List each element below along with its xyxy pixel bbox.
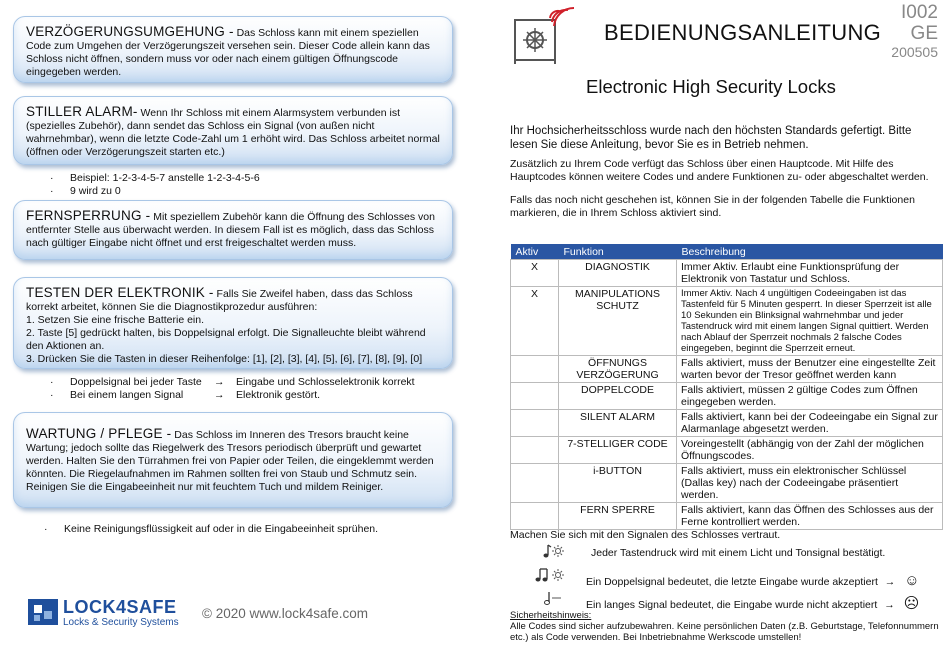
intro-paragraph-3: Falls das noch nicht geschehen ist, können Sie in der folgenden Tabelle die Funktionen markieren, die in Ihrem Schloss aktiviert sind. bbox=[510, 194, 915, 219]
safety-heading: Sicherheitshinweis: bbox=[510, 610, 592, 621]
table-cell: FERN SPERRE bbox=[559, 503, 677, 530]
signal-3-text: Ein langes Signal bedeutet, die Eingabe wurde nicht akzeptiert → ☹ bbox=[586, 595, 920, 612]
happy-face-icon: ☺ bbox=[904, 572, 920, 589]
step-3: 3. Drücken Sie die Tasten in dieser Reihenfolge: [1], [2], [3], [4], [5], [6], [7], [8], [9], [0] bbox=[26, 353, 423, 365]
logo-brand: LOCK4SAFE bbox=[63, 597, 177, 617]
single-beep-icon bbox=[542, 543, 564, 564]
safety-note bbox=[510, 610, 940, 643]
safety-text: Alle Codes sind sicher aufzubewahren. Keine persönlichen Daten (z.B. Geburtstage, Telefonnummern etc.) als Code verwenden. Bei Inbetriebnahme Werkscode umstellen! bbox=[510, 621, 939, 643]
arrow-right-icon: → bbox=[214, 389, 225, 401]
box-heading: TESTEN DER ELEKTRONIK - bbox=[26, 285, 214, 300]
table-cell: Voreingestellt (abhängig von der Zahl der möglichen Öffnungscodes. bbox=[677, 437, 943, 464]
bullet-list-signale bbox=[50, 376, 415, 402]
table-row bbox=[511, 356, 943, 383]
column-header: Beschreibung bbox=[677, 244, 943, 260]
step-1: 1. Setzen Sie eine frische Batterie ein. bbox=[26, 314, 205, 326]
table-row bbox=[511, 383, 943, 410]
list-item: · Bei einem langen Signal → Elektronik gestört. bbox=[50, 389, 321, 401]
table-cell bbox=[511, 503, 559, 530]
box-verzoegerungsumgehung bbox=[13, 16, 453, 83]
page-title: BEDIENUNGSANLEITUNG bbox=[604, 20, 882, 45]
signal-1-text: Jeder Tastendruck wird mit einem Licht und Tonsignal bestätigt. bbox=[591, 547, 886, 559]
subtitle: Electronic High Security Locks bbox=[586, 76, 836, 97]
table-cell: Falls aktiviert, muss der Benutzer eine eingestellte Zeit warten bevor der Tresor geöffnet werden kann bbox=[677, 356, 943, 383]
table-header-row bbox=[511, 244, 943, 260]
intro-paragraph-1: Ihr Hochsicherheitsschloss wurde nach den höchsten Standards gefertigt. Bitte lesen Sie diese Anleitung, bevor Sie es in Betrieb nehmen. bbox=[510, 125, 912, 151]
arrow-right-icon: → bbox=[214, 376, 225, 388]
sad-face-icon: ☹ bbox=[903, 595, 920, 612]
table-cell bbox=[511, 383, 559, 410]
box-text: Mit speziellem Zubehör kann die Öffnung des Schlosses von entfernter Stelle aus überwacht werden. In diesem Fall ist es möglich, dass das Schloss nach gültiger Eingabe nicht öffnet und erst freigeschaltet werden muss. bbox=[26, 211, 435, 249]
table-cell: ÖFFNUNGS VERZÖGERUNG bbox=[559, 356, 677, 383]
table-row bbox=[511, 464, 943, 503]
table-cell bbox=[511, 356, 559, 383]
list-item: · Doppelsignal bei jeder Taste → Eingabe und Schlosselektronik korrekt bbox=[50, 376, 415, 388]
box-text: Wenn Ihr Schloss mit einem Alarmsystem verbunden ist (spezielles Zubehör), dann sendet das Schloss ein Signal (von außen nicht wahrnehmbar), wenn die letzte Code-Zahl um 1 erhöht wird. Das Schloss arbeitet normal (öffnen oder Verzögerungszeit starten etc.) bbox=[26, 107, 440, 158]
table-cell: MANIPULATIONS SCHUTZ bbox=[559, 287, 677, 356]
table-cell: Falls aktiviert, kann bei der Codeeingabe ein Signal zur Alarmanlage abgesetzt werden. bbox=[677, 410, 943, 437]
table-cell: X bbox=[511, 287, 559, 356]
box-heading: STILLER ALARM- bbox=[26, 104, 138, 119]
step-2: 2. Taste [5] gedrückt halten, bis Doppelsignal erfolgt. Die Signalleuchte bleibt während den Aktionen an. bbox=[26, 327, 426, 352]
box-testen-der-elektronik bbox=[13, 277, 453, 369]
intro-paragraph-2: Zusätzlich zu Ihrem Code verfügt das Schloss über einen Hauptcode. Mit Hilfe des Hauptcodes können weitere Codes und andere Funktionen zu- oder abgeschaltet werden. bbox=[510, 158, 929, 183]
arrow-right-icon: → bbox=[884, 599, 895, 611]
copyright: © 2020 www.lock4safe.com bbox=[202, 606, 369, 621]
table-cell bbox=[511, 464, 559, 503]
list-item: · Beispiel: 1-2-3-4-5-7 anstelle 1-2-3-4-5-6 bbox=[50, 172, 260, 184]
table-cell: SILENT ALARM bbox=[559, 410, 677, 437]
table-row bbox=[511, 260, 943, 287]
table-cell bbox=[511, 437, 559, 464]
bullet-reinigung: · Keine Reinigungsflüssigkeit auf oder in die Eingabeeinheit sprühen. bbox=[44, 523, 379, 535]
signal-2-text: Ein Doppelsignal bedeutet, die letzte Eingabe wurde akzeptiert → ☺ bbox=[586, 572, 920, 589]
table-cell: DOPPELCODE bbox=[559, 383, 677, 410]
column-header: Funktion bbox=[559, 244, 677, 260]
language-code: GE bbox=[910, 23, 938, 44]
table-row bbox=[511, 503, 943, 530]
table-cell: i-BUTTON bbox=[559, 464, 677, 503]
logo-tagline: Locks & Security Systems bbox=[63, 617, 179, 628]
box-heading: FERNSPERRUNG - bbox=[26, 208, 151, 223]
box-wartung-pflege bbox=[13, 412, 453, 508]
double-beep-icon bbox=[535, 567, 565, 588]
table-cell: Falls aktiviert, müssen 2 gültige Codes zum Öffnen eingegeben werden. bbox=[677, 383, 943, 410]
bullet-list-beispiel bbox=[50, 172, 260, 198]
table-cell: Immer Aktiv. Erlaubt eine Funktionsprüfung der Elektronik von Tastatur und Schloss. bbox=[677, 260, 943, 287]
table-row bbox=[511, 410, 943, 437]
table-cell bbox=[511, 410, 559, 437]
function-table bbox=[510, 244, 943, 530]
table-cell: Immer Aktiv. Nach 4 ungültigen Codeeingaben ist das Tastenfeld für 5 Minuten gesperrt. In dieser Sperrzeit ist alle 10 Sekunden ein Blinksignal wahrnehmbar und jeder Tastendruck wird mit einem langen Signal quittiert. Werden nach Ablauf der Sperrzeit nochmals 2 falsche Codes eingegeben, beginnt die Sperrzeit erneut. bbox=[677, 287, 943, 356]
box-heading: VERZÖGERUNGSUMGEHUNG - bbox=[26, 24, 234, 39]
table-cell: Falls aktiviert, kann das Öffnen des Schlosses aus der Ferne kontrolliert werden. bbox=[677, 503, 943, 530]
table-row bbox=[511, 437, 943, 464]
doc-code: I002 bbox=[901, 2, 938, 23]
lock4safe-logo bbox=[28, 597, 188, 629]
list-item: · 9 wird zu 0 bbox=[50, 185, 121, 197]
signals-intro: Machen Sie sich mit den Signalen des Schlosses vertraut. bbox=[510, 529, 781, 541]
doc-date: 200505 bbox=[891, 44, 938, 60]
table-cell: Falls aktiviert, muss ein elektronischer Schlüssel (Dallas key) nach der Codeeingabe präsentiert werden. bbox=[677, 464, 943, 503]
box-text: Das Schloss kann mit einem speziellen Code zum Umgehen der Verzögerungszeit versehen sein. Dieser Code allein kann das Schloss nicht öffnen, sondern muss vor oder nach einem gültigen Öffnungscode eingegeben werden. bbox=[26, 27, 430, 78]
box-fernsperrung bbox=[13, 200, 453, 260]
safe-lock-icon bbox=[510, 4, 580, 71]
box-text: Falls Sie Zweifel haben, dass das Schloss korrekt arbeitet, können Sie die Diagnostikprozedur ausführen: bbox=[26, 288, 413, 313]
box-text: Das Schloss im Inneren des Tresors braucht keine Wartung; jedoch sollte das Riegelwerk des Tresors periodisch überprüft und gewartet werden. Halten Sie den Türrahmen frei von Papier oder Teilen, die eingeklemmt werden könnten. Die Riegelaufnahmen im Rahmen sollten frei von Staub und Schmutz sein. Reinigen Sie die Eingabeeinheit nur mit feuchtem Tuch und mildem Reiniger. bbox=[26, 429, 434, 493]
column-header: Aktiv bbox=[511, 244, 559, 260]
box-heading: WARTUNG / PFLEGE - bbox=[26, 426, 172, 441]
arrow-right-icon: → bbox=[884, 576, 896, 588]
table-cell: 7-STELLIGER CODE bbox=[559, 437, 677, 464]
table-cell: X bbox=[511, 260, 559, 287]
table-cell: DIAGNOSTIK bbox=[559, 260, 677, 287]
table-row bbox=[511, 287, 943, 356]
long-beep-icon bbox=[543, 590, 563, 611]
box-stiller-alarm bbox=[13, 96, 453, 165]
